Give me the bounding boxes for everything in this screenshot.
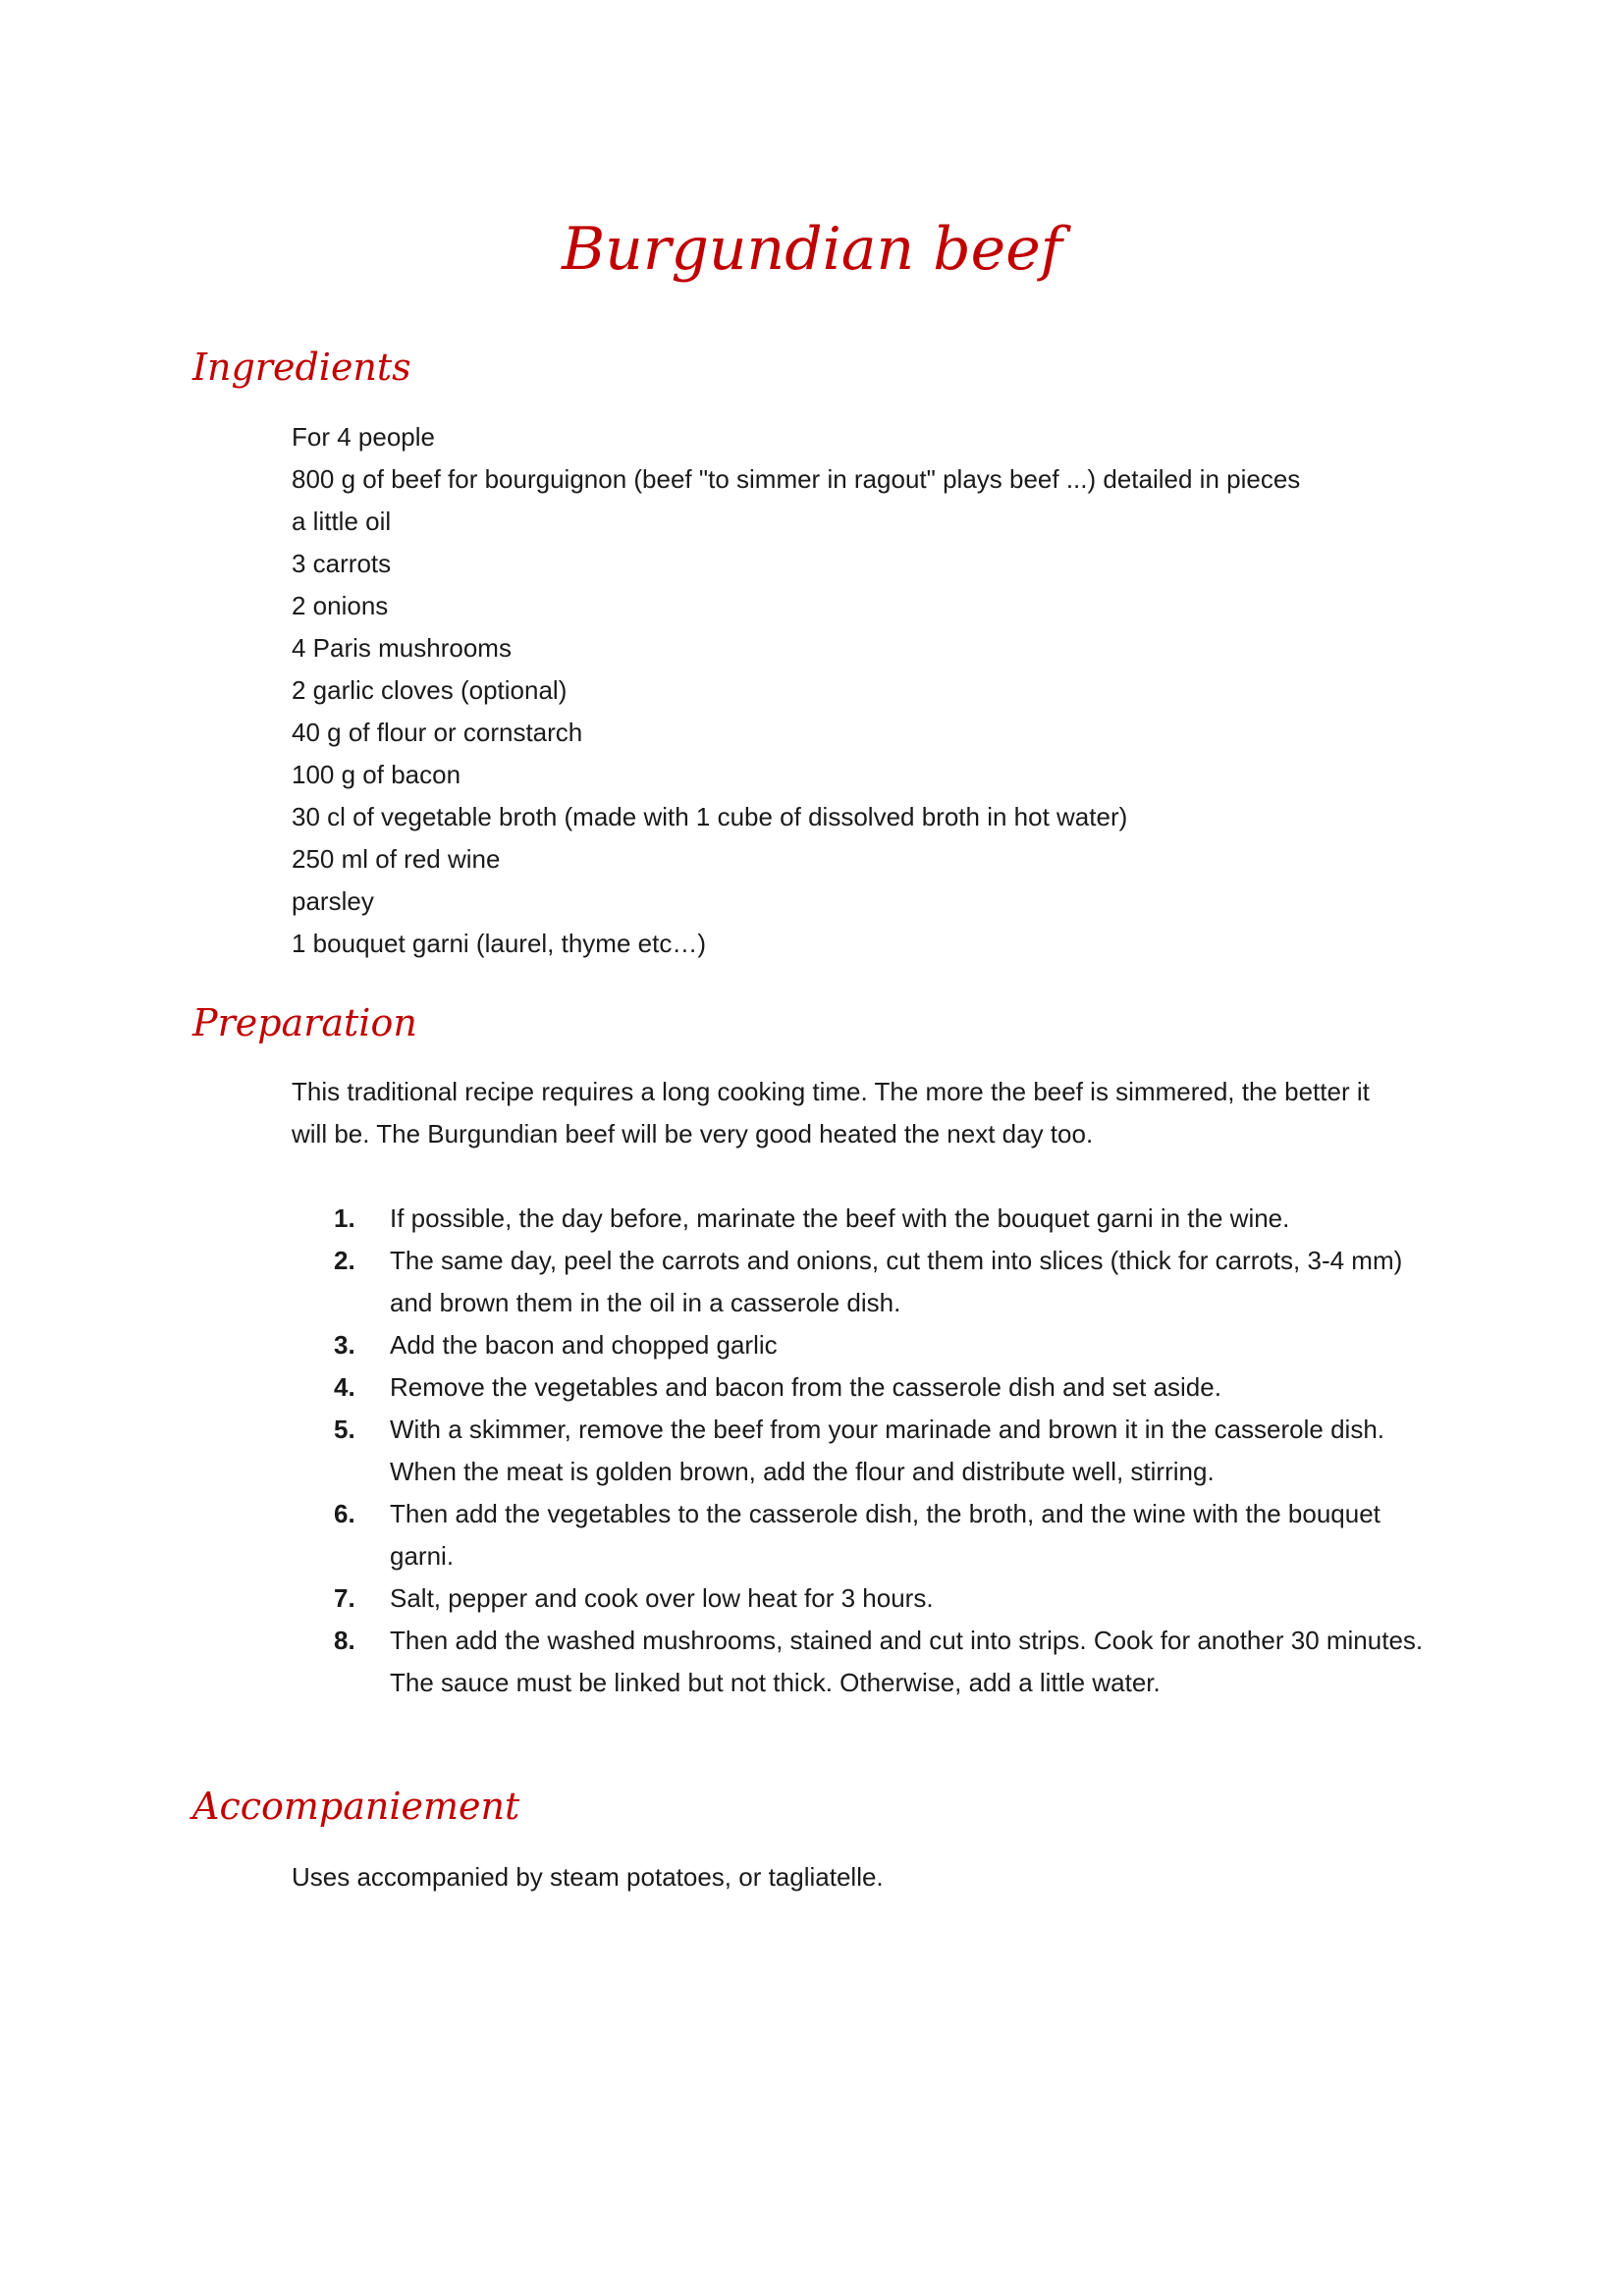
ingredient-item: a little oil [292, 507, 392, 536]
step-number: 4. [334, 1372, 355, 1402]
step-number: 8. [334, 1626, 355, 1655]
step-text: Salt, pepper and cook over low heat for 3 hours. [390, 1583, 934, 1613]
page-title: Burgundian beef [562, 215, 1062, 284]
ingredient-item: 1 bouquet garni (laurel, thyme etc…) [292, 929, 706, 958]
step-number: 3. [334, 1330, 355, 1360]
step-item [334, 1324, 1434, 1366]
preparation-heading: Preparation [192, 1001, 417, 1044]
ingredient-item: 2 onions [292, 591, 389, 620]
step-number: 6. [334, 1499, 355, 1528]
accompaniment-text: Uses accompanied by steam potatoes, or tagliatelle. [292, 1862, 884, 1892]
steps-list [334, 1198, 1434, 1704]
step-number: 7. [334, 1583, 355, 1613]
step-text: With a skimmer, remove the beef from your marinade and brown it in the casserole dish. When the meat is golden brown, add the flour and distribute well, stirring. [390, 1415, 1384, 1486]
ingredient-item: For 4 people [292, 422, 435, 452]
ingredient-item: 40 g of flour or cornstarch [292, 718, 583, 747]
ingredients-heading: Ingredients [192, 346, 411, 389]
step-item [334, 1577, 1434, 1620]
ingredient-item: 100 g of bacon [292, 760, 461, 789]
step-text: The same day, peel the carrots and onions, cut them into slices (thick for carrots, 3-4 mm) and brown them in the oil in a casserole dish. [390, 1246, 1403, 1317]
step-text: Add the bacon and chopped garlic [390, 1330, 778, 1360]
step-note: The sauce must be linked but not thick. Otherwise, add a little water. [390, 1668, 1161, 1697]
step-text: Then add the washed mushrooms, stained and cut into strips. Cook for another 30 minutes. [390, 1626, 1424, 1655]
step-text: Then add the vegetables to the casserole dish, the broth, and the wine with the bouquet garni. [390, 1499, 1380, 1571]
ingredient-item: 800 g of beef for bourguignon (beef "to simmer in ragout" plays beef ...) detailed in pieces [292, 464, 1301, 494]
ingredient-item: 4 Paris mushrooms [292, 633, 512, 663]
step-text: If possible, the day before, marinate the beef with the bouquet garni in the wine. [390, 1203, 1290, 1233]
step-item [334, 1493, 1434, 1577]
ingredient-item: 3 carrots [292, 549, 392, 578]
step-text: Remove the vegetables and bacon from the casserole dish and set aside. [390, 1372, 1221, 1402]
ingredient-item: parsley [292, 886, 374, 916]
step-item [334, 1366, 1434, 1409]
ingredients-list [292, 416, 1450, 965]
step-item [334, 1620, 1434, 1704]
step-item [334, 1409, 1434, 1493]
step-item [334, 1240, 1434, 1324]
ingredient-item: 250 ml of red wine [292, 844, 501, 874]
step-number: 5. [334, 1415, 355, 1444]
accompaniment-heading: Accompaniement [192, 1785, 520, 1828]
ingredient-item: 2 garlic cloves (optional) [292, 675, 568, 705]
ingredient-item: 30 cl of vegetable broth (made with 1 cube of dissolved broth in hot water) [292, 802, 1128, 831]
step-item [334, 1198, 1434, 1240]
step-number: 1. [334, 1203, 355, 1233]
step-number: 2. [334, 1246, 355, 1275]
preparation-intro: This traditional recipe requires a long cooking time. The more the beef is simmered, the better it will be. The Burgundian beef will be very good heated the next day too. [292, 1077, 1370, 1148]
